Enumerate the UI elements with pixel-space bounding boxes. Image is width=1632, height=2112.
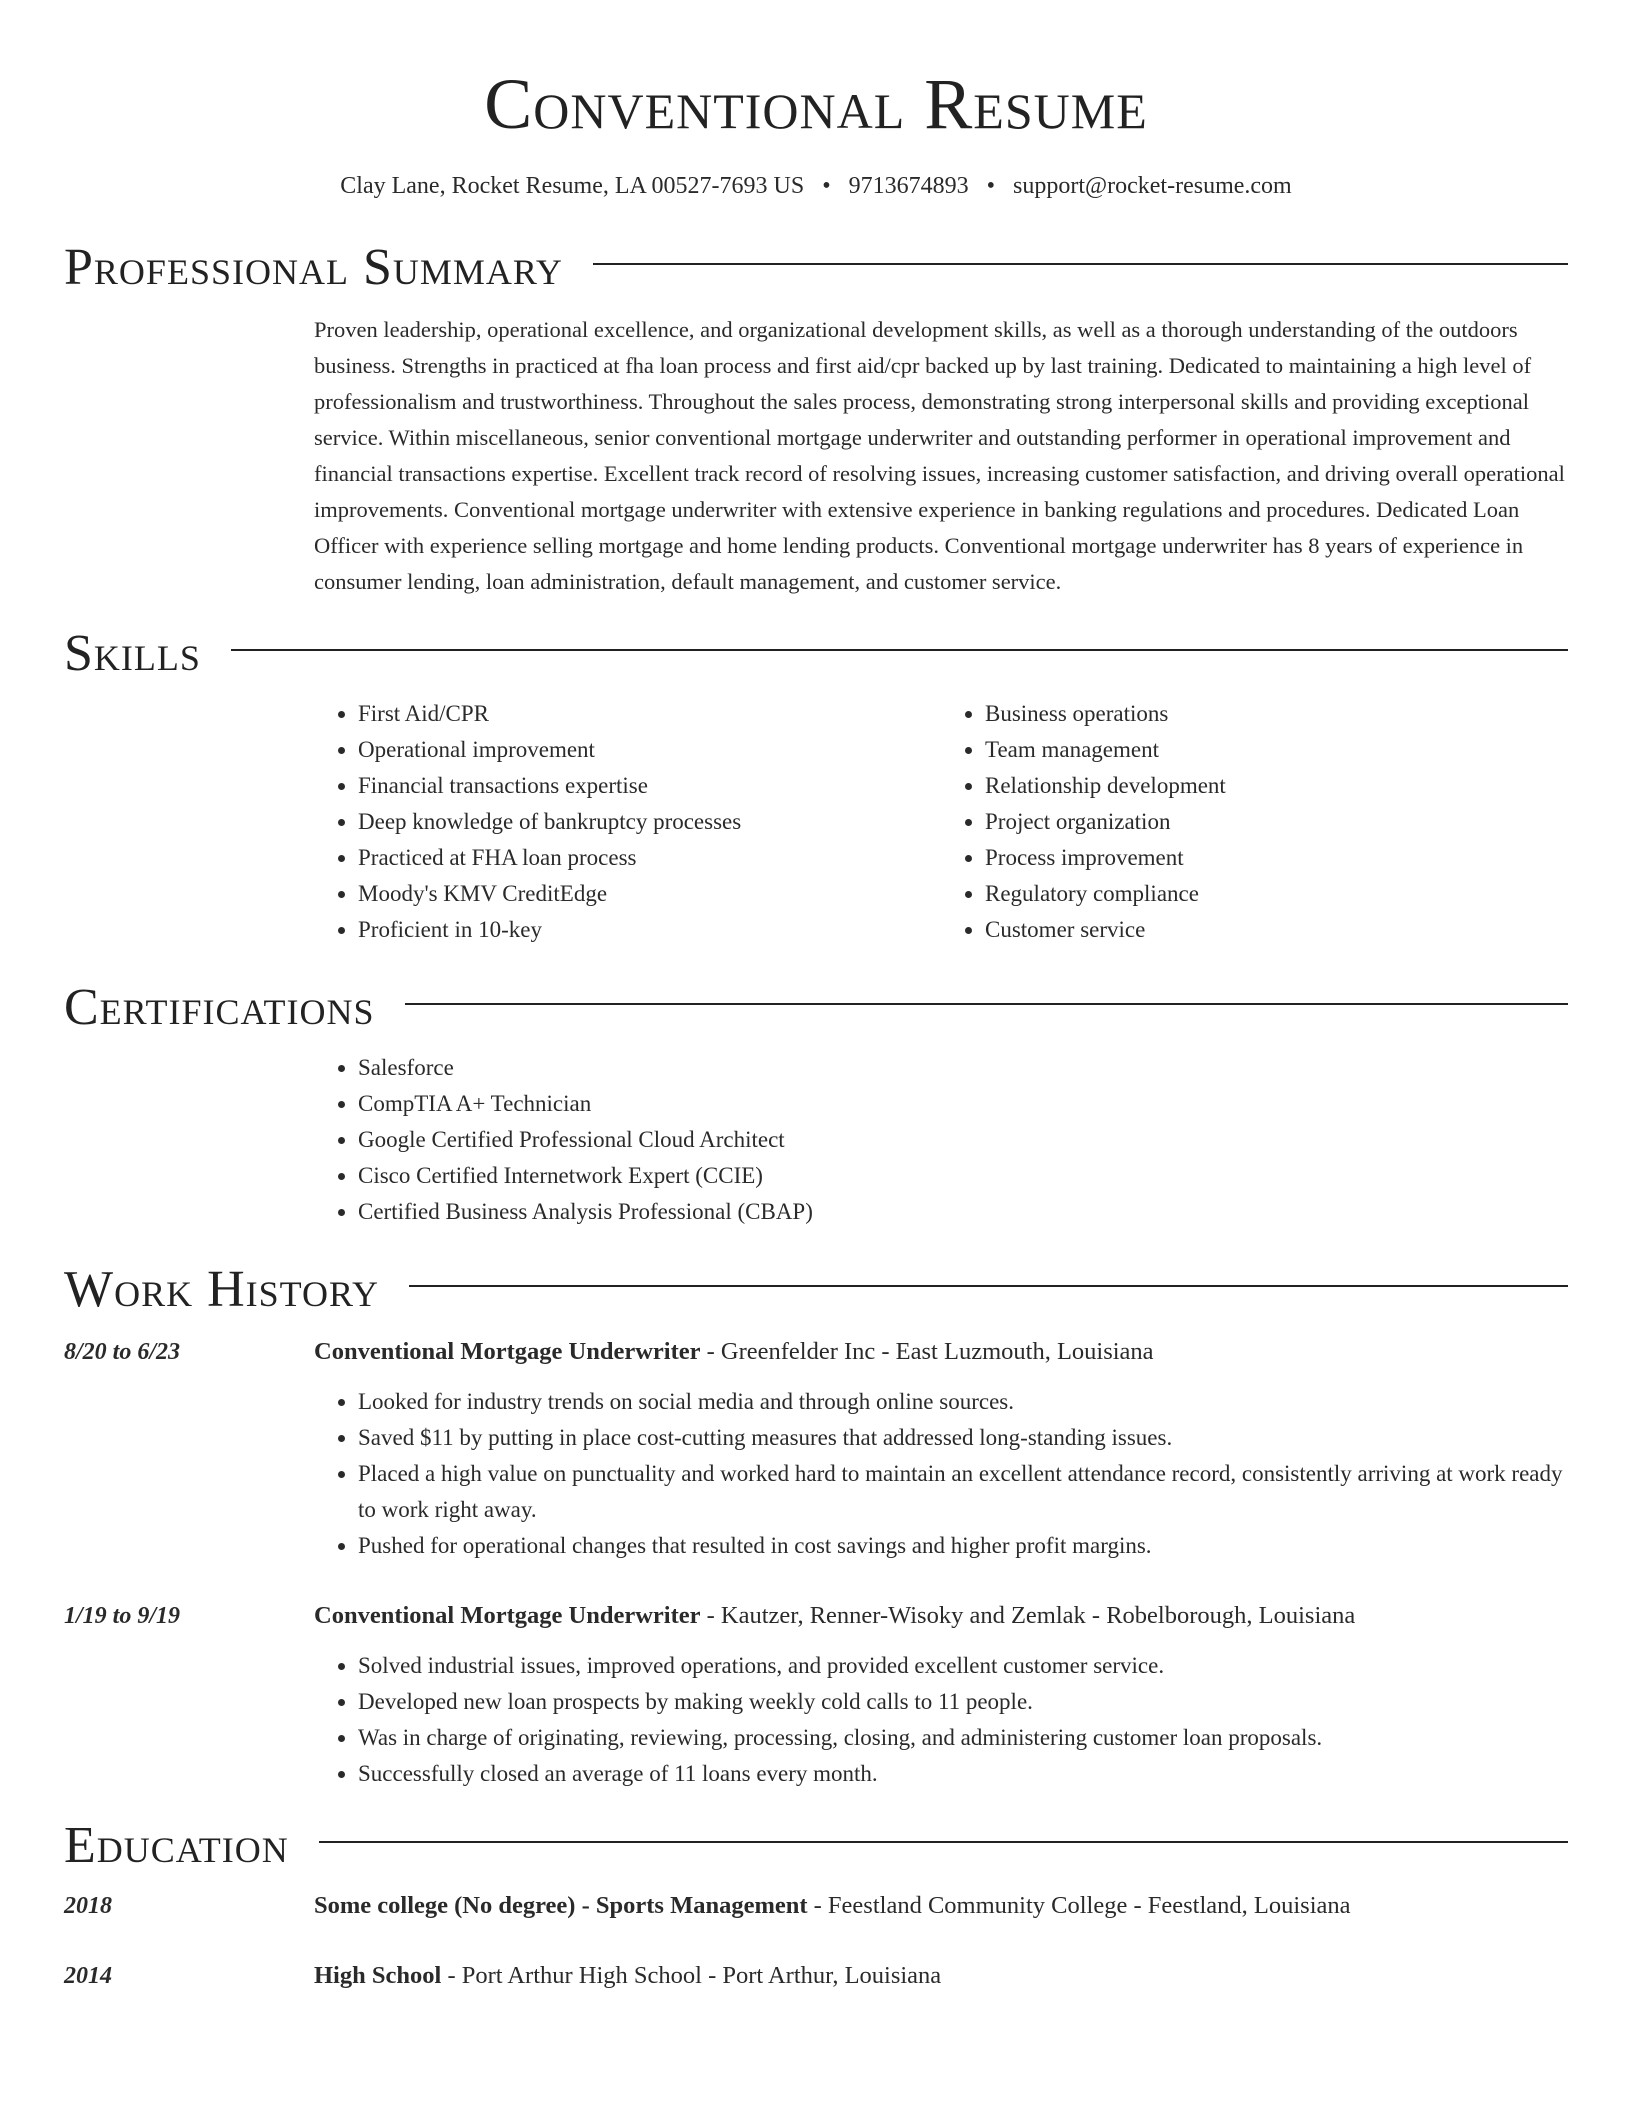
summary-text: Proven leadership, operational excellence, and organizational development skills, as well as a thorough understanding of the outdoors business. Strengths in practiced at fha loan process and first aid/cpr backed up by last training. Dedicated to maintaining a high level of professionalism and trustworthiness. Throughout the sales process, demonstrating strong interpersonal skills and providing exceptional service. Within miscellaneous, senior conventional mortgage underwriter and outstanding performer in operational improvement and financial transactions expertise. Excellent track record of resolving issues, increasing customer satisfaction, and driving overall operational improvements. Conventional mortgage underwriter with extensive experience in banking regulations and procedures. Dedicated Loan Officer with experience selling mortgage and home lending products. Conventional mortgage underwriter has 8 years of experience in consumer lending, loan administration, default management, and customer service. bbox=[314, 317, 1565, 594]
work-bullets bbox=[314, 1648, 1568, 1792]
work-title-line bbox=[314, 1334, 1568, 1370]
work-bullet: • Developed new loan prospects by making weekly cold calls to 11 people. bbox=[358, 1684, 1568, 1720]
education-year: 2014 bbox=[64, 1963, 112, 1989]
certification-item: • CompTIA A+ Technician bbox=[358, 1086, 1568, 1122]
contact-phone: 9713674893 bbox=[848, 173, 969, 199]
skill-item: • Operational improvement bbox=[358, 732, 941, 768]
education-details: - Feestland Community College - Feestland, Louisiana bbox=[807, 1892, 1351, 1919]
section-title-education: Education bbox=[64, 1817, 289, 1874]
certification-item: • Google Certified Professional Cloud Architect bbox=[358, 1122, 1568, 1158]
skill-item: • Moody's KMV CreditEdge bbox=[358, 876, 941, 912]
resume-name: Conventional Resume bbox=[484, 64, 1148, 144]
education-line bbox=[314, 1888, 1351, 1924]
job-title: Conventional Mortgage Underwriter bbox=[314, 1602, 701, 1629]
skills-list-left bbox=[314, 696, 941, 948]
contact-line bbox=[64, 170, 1568, 202]
work-bullet: • Successfully closed an average of 11 loans every month. bbox=[358, 1756, 1568, 1792]
skill-item: • Customer service bbox=[985, 912, 1568, 948]
job-details: - Greenfelder Inc - East Luzmouth, Louisiana bbox=[700, 1338, 1154, 1365]
skill-item: • Practiced at FHA loan process bbox=[358, 840, 941, 876]
section-rule bbox=[231, 649, 1568, 651]
certifications-list bbox=[314, 1050, 1568, 1230]
education-line bbox=[314, 1958, 941, 1994]
contact-separator: • bbox=[986, 173, 996, 199]
section-header-summary bbox=[64, 238, 1568, 298]
skill-item: • Proficient in 10-key bbox=[358, 912, 941, 948]
skill-item: • Team management bbox=[985, 732, 1568, 768]
skill-item: • Regulatory compliance bbox=[985, 876, 1568, 912]
education-degree: High School bbox=[314, 1962, 442, 1989]
section-rule bbox=[593, 263, 1568, 265]
contact-email: support@rocket-resume.com bbox=[1013, 173, 1292, 199]
work-bullet: • Placed a high value on punctuality and worked hard to maintain an excellent attendance record, consistently arriving at work ready to work right away. bbox=[358, 1456, 1568, 1528]
skill-item: • Project organization bbox=[985, 804, 1568, 840]
work-entry bbox=[64, 1334, 1568, 1564]
section-header-skills bbox=[64, 624, 1568, 684]
section-rule bbox=[409, 1285, 1568, 1287]
work-title-line bbox=[314, 1598, 1568, 1634]
education-entry bbox=[64, 1888, 1568, 1924]
skill-item: • Financial transactions expertise bbox=[358, 768, 941, 804]
section-header-certifications bbox=[64, 978, 1568, 1038]
contact-separator: • bbox=[822, 173, 831, 199]
section-title-work-history: Work History bbox=[64, 1261, 380, 1318]
job-details: - Kautzer, Renner-Wisoky and Zemlak - Robelborough, Louisiana bbox=[700, 1602, 1356, 1629]
skill-item: • First Aid/CPR bbox=[358, 696, 941, 732]
section-title-summary: Professional Summary bbox=[64, 239, 563, 296]
work-dates: 1/19 to 9/19 bbox=[64, 1603, 181, 1629]
education-entry bbox=[64, 1958, 1568, 1994]
skill-item: • Business operations bbox=[985, 696, 1568, 732]
skill-item: • Deep knowledge of bankruptcy processes bbox=[358, 804, 941, 840]
work-bullet: • Pushed for operational changes that resulted in cost savings and higher profit margins. bbox=[358, 1528, 1568, 1564]
education-year: 2018 bbox=[64, 1893, 112, 1919]
work-bullet: • Saved $11 by putting in place cost-cutting measures that addressed long-standing issues. bbox=[358, 1420, 1568, 1456]
work-entry bbox=[64, 1598, 1568, 1792]
work-dates: 8/20 to 6/23 bbox=[64, 1339, 181, 1365]
certification-item: • Salesforce bbox=[358, 1050, 1568, 1086]
section-title-certifications: Certifications bbox=[64, 979, 375, 1036]
certification-item: • Certified Business Analysis Professional (CBAP) bbox=[358, 1194, 1568, 1230]
job-title: Conventional Mortgage Underwriter bbox=[314, 1338, 701, 1365]
work-bullet: • Looked for industry trends on social media and through online sources. bbox=[358, 1384, 1568, 1420]
skills-columns bbox=[314, 696, 1568, 948]
section-title-skills: Skills bbox=[64, 625, 201, 682]
section-header-education bbox=[64, 1816, 1568, 1876]
section-rule bbox=[405, 1003, 1568, 1005]
skills-list-right bbox=[941, 696, 1568, 948]
work-bullet: • Was in charge of originating, reviewing, processing, closing, and administering customer loan proposals. bbox=[358, 1720, 1568, 1756]
section-rule bbox=[319, 1841, 1568, 1843]
section-header-work-history bbox=[64, 1260, 1568, 1320]
work-content bbox=[314, 1598, 1568, 1792]
education-details: - Port Arthur High School - Port Arthur, Louisiana bbox=[441, 1962, 942, 1989]
contact-address: Clay Lane, Rocket Resume, LA 00527-7693 US bbox=[340, 173, 805, 199]
skill-item: • Process improvement bbox=[985, 840, 1568, 876]
education-degree: Some college (No degree) - Sports Management bbox=[314, 1892, 808, 1919]
work-bullets bbox=[314, 1384, 1568, 1564]
work-bullet: • Solved industrial issues, improved operations, and provided excellent customer service. bbox=[358, 1648, 1568, 1684]
skill-item: • Relationship development bbox=[985, 768, 1568, 804]
certification-item: • Cisco Certified Internetwork Expert (CCIE) bbox=[358, 1158, 1568, 1194]
work-content bbox=[314, 1334, 1568, 1564]
